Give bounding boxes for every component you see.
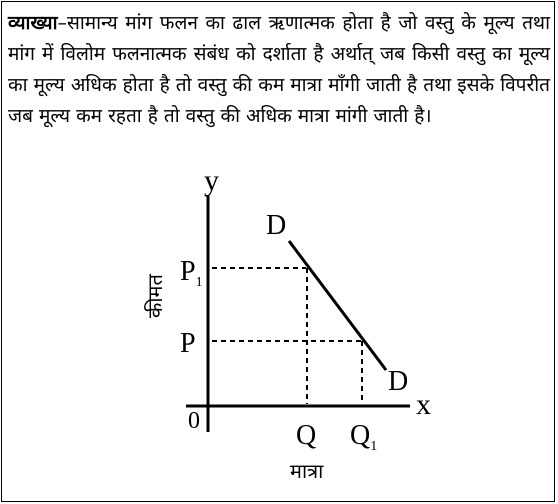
qty-high-label xyxy=(350,420,377,454)
price-high-label xyxy=(180,256,203,290)
price-high-subscript: 1 xyxy=(195,275,203,290)
price-low-label: P xyxy=(180,328,196,359)
curve-label-bottom: D xyxy=(388,366,409,397)
qty-low-label: Q xyxy=(296,420,317,451)
y-axis-title: कीमत xyxy=(143,274,167,318)
y-axis-label: y xyxy=(204,164,219,197)
price-high-letter: P xyxy=(180,256,196,287)
explanation-dash: – xyxy=(57,12,67,34)
qty-high-letter: Q xyxy=(350,420,371,451)
x-axis-title: मात्रा xyxy=(290,459,324,483)
x-axis-label: x xyxy=(416,388,431,421)
curve-label-top: D xyxy=(266,210,287,241)
origin-label: 0 xyxy=(188,408,200,434)
qty-high-subscript: 1 xyxy=(370,439,378,454)
explanation-lead: व्याख्या xyxy=(8,12,58,34)
explanation-body: सामान्य मांग फलन का ढाल ऋणात्मक होता है जो वस्तु के मूल्य तथा मांग में विलोम फलनात्मक संबंध को दर्शाता है अर्थात् जब किसी वस्तु का मूल्य का मूल्य अधिक होता है तो वस्तु की कम मात्रा माँगी जाती है तथा इसके विपरीत जब मूल्य कम रहता है तो वस्तु की अधिक मात्रा मांगी जाती है। xyxy=(8,12,550,127)
demand-curve-line xyxy=(289,241,386,370)
